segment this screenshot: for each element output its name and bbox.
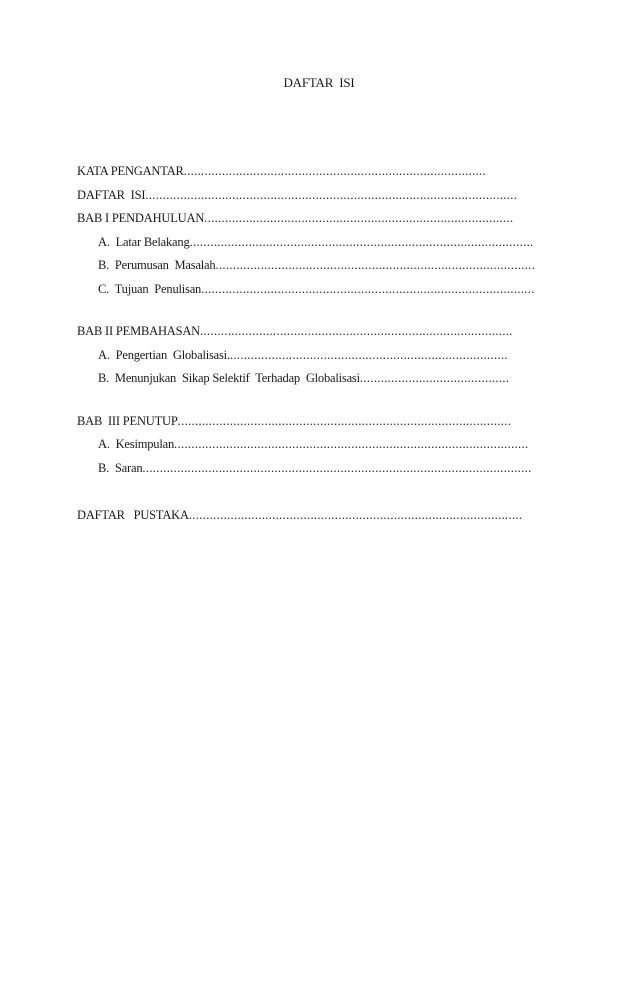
toc-entry-label: BAB II PEMBAHASAN bbox=[77, 324, 201, 338]
toc-entry-tujuan-penulisan bbox=[77, 278, 535, 302]
page-title: DAFTAR ISI bbox=[283, 75, 355, 90]
toc-entry-label: DAFTAR ISI bbox=[77, 187, 146, 202]
toc-entry-label: A. Pengertian Globalisasi. bbox=[98, 347, 230, 362]
toc-entry-bab-1 bbox=[77, 207, 517, 231]
toc-leader-dots: ........................................... bbox=[359, 371, 510, 385]
toc-entry-bab-3 bbox=[77, 410, 517, 434]
toc-entry-kesimpulan bbox=[77, 433, 529, 457]
toc-entry-label: BAB III PENUTUP bbox=[77, 413, 178, 428]
toc-leader-dots: ....................................................................................... bbox=[183, 164, 486, 178]
toc-leader-dots: ............................................................................................ bbox=[215, 258, 536, 272]
toc-entry-label: A. Latar Belakang bbox=[98, 234, 190, 249]
toc-entry-label: A. Kesimpulan bbox=[98, 437, 175, 451]
toc-leader-dots: ................................................................................................ bbox=[177, 413, 512, 428]
toc-leader-dots: .......................................................................................... bbox=[200, 324, 513, 338]
toc-entry-pengertian-globalisasi bbox=[77, 344, 517, 368]
toc-leader-dots: ...................................................................................................... bbox=[174, 437, 529, 451]
toc-entry-latar-belakang bbox=[77, 231, 534, 255]
toc-entry-bab-2 bbox=[77, 320, 517, 344]
toc-entry-label: BAB I PENDAHULUAN bbox=[77, 211, 205, 225]
toc-entry-label: B. Menunjukan Sikap Selektif Terhadap Globalisasi bbox=[98, 371, 360, 385]
toc-leader-dots: ................................................................................................... bbox=[189, 234, 534, 249]
toc-leader-dots: ................................................................................................ bbox=[201, 281, 535, 296]
toc-entry-daftar-isi bbox=[77, 184, 517, 208]
toc-leader-dots: ................................................................................................ bbox=[188, 508, 523, 522]
toc-entry-label: KATA PENGANTAR bbox=[77, 164, 184, 178]
toc-entry-daftar-pustaka bbox=[77, 504, 523, 528]
toc-entry-label: DAFTAR PUSTAKA bbox=[77, 508, 189, 522]
table-of-contents bbox=[77, 160, 536, 528]
toc-entry-saran bbox=[77, 457, 532, 481]
toc-entry-perumusan-masalah bbox=[77, 254, 536, 278]
toc-leader-dots: ........................................................................................................... bbox=[145, 187, 518, 202]
toc-entry-label: B. Perumusan Masalah bbox=[98, 258, 216, 272]
toc-leader-dots: ................................................................................ bbox=[229, 347, 508, 362]
toc-leader-dots: ................................................................................................................ bbox=[142, 460, 532, 475]
toc-entry-label: C. Tujuan Penulisan bbox=[98, 281, 202, 296]
toc-entry-label: B. Saran bbox=[98, 460, 143, 475]
toc-entry-sikap-selektif bbox=[77, 367, 517, 391]
toc-leader-dots: ......................................................................................... bbox=[204, 211, 514, 225]
toc-entry-kata-pengantar bbox=[77, 160, 517, 184]
